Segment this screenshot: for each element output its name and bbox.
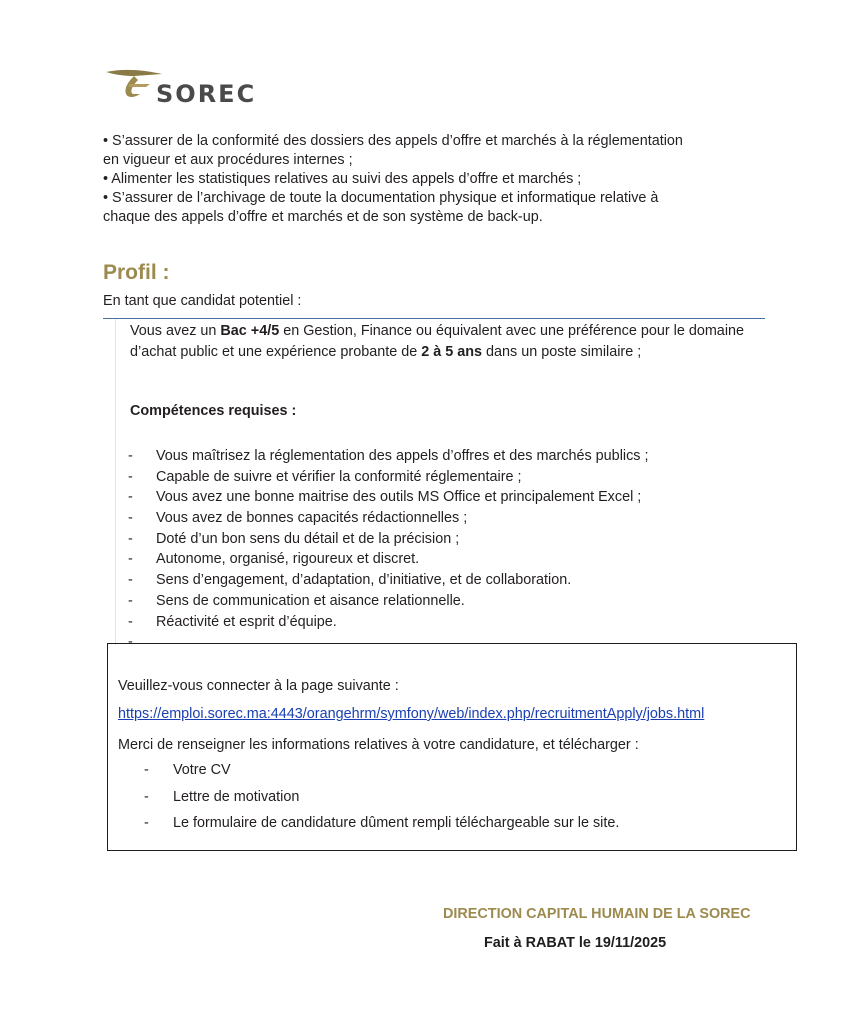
list-item: - Capable de suivre et vérifier la conformité réglementaire ; xyxy=(128,468,522,485)
list-item: - Lettre de motivation xyxy=(144,788,300,805)
list-item: - Sens de communication et aisance relationnelle. xyxy=(128,592,465,609)
list-item: - Doté d’un bon sens du détail et de la précision ; xyxy=(128,530,460,547)
list-item: - xyxy=(128,634,133,651)
competences-heading: Compétences requises : xyxy=(130,403,297,419)
responsibility-line: • Alimenter les statistiques relatives au suivi des appels d’offre et marchés ; xyxy=(103,171,582,187)
recruitment-link[interactable]: https://emploi.sorec.ma:4443/orangehrm/symfony/web/index.php/recruitmentApply/jobs.html xyxy=(118,706,705,722)
list-item: - Sens d’engagement, d’adaptation, d’initiative, et de collaboration. xyxy=(128,572,572,589)
list-item: - Vous maîtrisez la réglementation des appels d’offres et des marchés publics ; xyxy=(128,448,649,464)
list-item: - Le formulaire de candidature dûment rempli téléchargeable sur le site. xyxy=(144,815,620,831)
logo-text: SOREC xyxy=(156,80,257,108)
responsibility-line: en vigueur et aux procédures internes ; xyxy=(103,152,353,168)
list-item: - Vous avez une bonne maitrise des outils MS Office et principalement Excel ; xyxy=(128,489,642,506)
sorec-logo xyxy=(104,64,294,110)
responsibility-line: chaque des appels d’offre et marchés et de son système de back-up. xyxy=(103,209,543,225)
list-item: - Réactivité et esprit d’équipe. xyxy=(128,613,337,630)
section-divider xyxy=(103,318,765,319)
section-left-rule xyxy=(115,319,116,645)
profil-intro: En tant que candidat potentiel : xyxy=(103,293,302,309)
application-box xyxy=(107,643,797,851)
competences-list xyxy=(128,446,768,653)
sorec-emblem-icon xyxy=(104,64,164,110)
signature-date: Fait à RABAT le 19/11/2025 xyxy=(484,935,667,951)
signature-department: DIRECTION CAPITAL HUMAIN DE LA SOREC xyxy=(443,906,751,922)
documents-list xyxy=(144,757,619,837)
profil-paragraph: Vous avez un Bac +4/5 en Gestion, Finance ou équivalent avec une préférence pour le domaine d’achat public et une expérience probante de 2 à 5 ans dans un poste similaire ; xyxy=(130,323,745,360)
profil-heading: Profil : xyxy=(103,261,170,284)
application-instructions: Merci de renseigner les informations relatives à votre candidature, et télécharger : xyxy=(118,737,639,753)
degree-requirement: Bac +4/5 xyxy=(220,323,280,339)
responsibility-line: • S’assurer de l’archivage de toute la documentation physique et informatique relative à xyxy=(103,190,659,206)
list-item: - Autonome, organisé, rigoureux et discret. xyxy=(128,551,420,568)
responsibilities-list xyxy=(103,132,783,227)
experience-requirement: 2 à 5 ans xyxy=(421,344,483,360)
connect-instruction: Veuillez-vous connecter à la page suivante : xyxy=(118,678,399,694)
responsibility-line: • S’assurer de la conformité des dossiers des appels d’offre et marchés à la réglementation xyxy=(103,133,683,149)
list-item: - Votre CV xyxy=(144,762,231,778)
list-item: - Vous avez de bonnes capacités rédactionnelles ; xyxy=(128,510,468,527)
